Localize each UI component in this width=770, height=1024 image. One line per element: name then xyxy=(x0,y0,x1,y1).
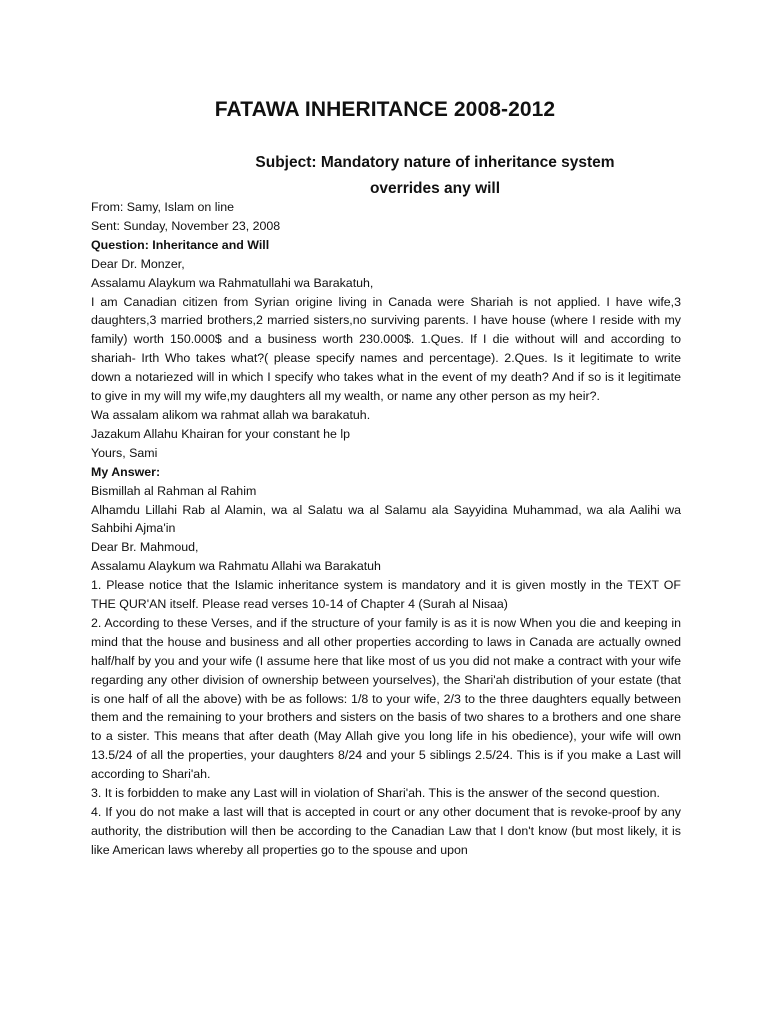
subject-line-2: overrides any will xyxy=(369,180,501,197)
question-signature: Yours, Sami xyxy=(91,445,158,460)
question-closing-1: Wa assalam alikom wa rahmat allah wa barakatuh. xyxy=(91,407,371,422)
sent-line: Sent: Sunday, November 23, 2008 xyxy=(91,218,281,233)
answer-point-3: 3. It is forbidden to make any Last will in violation of Shari'ah. This is the answer of the second question. xyxy=(91,786,660,801)
from-line: From: Samy, Islam on line xyxy=(91,200,234,214)
question-heading: Question: Inheritance and Will xyxy=(91,237,270,252)
question-closing-2: Jazakum Allahu Khairan for your constant he lp xyxy=(91,426,350,441)
subject-heading xyxy=(215,150,655,202)
answer-greeting: Assalamu Alaykum wa Rahmatu Allahi wa Barakatuh xyxy=(91,559,381,574)
answer-praise: Alhamdu Lillahi Rab al Alamin, wa al Salatu wa al Salamu ala Sayyidina Muhammad, wa ala Aalihi wa Sahbihi Ajma'in xyxy=(91,502,681,536)
question-salutation: Dear Dr. Monzer, xyxy=(91,256,185,271)
document-body xyxy=(91,198,681,860)
document-title: FATAWA INHERITANCE 2008-2012 xyxy=(214,98,556,121)
answer-bismillah: Bismillah al Rahman al Rahim xyxy=(91,483,257,498)
subject-line-1: Subject: Mandatory nature of inheritance system xyxy=(255,154,615,171)
answer-point-2: 2. According to these Verses, and if the structure of your family is as it is now When you die and keeping in mind that the house and business and all other properties according to laws in Canada are actually owned half/half by you and your wife (I assume here that like most of us you did not make a contract with your wife regarding any other division of ownership between yourselves), the Shari'ah distribution of your estate (that is one half of all the above) with be as follows: 1/8 to your wife, 2/3 to the three daughters equally between them and the remaining to your brothers and sisters on the basis of two shares to a brothers and one share to a sister. This means that after death (May Allah give you long life in his obedience), your wife will own 13.5/24 of all the properties, your daughters 8/24 and your 5 siblings 2.5/24. This is if you make a Last will according to Shari'ah. xyxy=(91,615,681,782)
answer-heading: My Answer: xyxy=(91,464,161,479)
answer-salutation: Dear Br. Mahmoud, xyxy=(91,540,199,555)
question-greeting: Assalamu Alaykum wa Rahmatullahi wa Barakatuh, xyxy=(91,275,374,290)
question-body: I am Canadian citizen from Syrian origine living in Canada were Shariah is not applied. I have wife,3 daughters,3 married brothers,2 married sisters,no surviving parents. I have house (where I reside with my family) worth 150.000$ and a business worth 230.000$. 1.Ques. If I die without will and according to shariah- Irth Who takes what?( please specify names and percentage). 2.Ques. Is it legitimate to write down a notariezed will in which I specify who takes what in the event of my death? And if so is it legitimate to give in my will my wife,my daughters all my wealth, or name any other person as my heir?. xyxy=(91,294,681,404)
answer-point-4: 4. If you do not make a last will that is accepted in court or any other document that is revoke-proof by any authority, the distribution will then be according to the Canadian Law that I don't know (but most likely, it is like American laws whereby all properties go to the spouse and upon xyxy=(91,805,681,857)
answer-point-1: 1. Please notice that the Islamic inheritance system is mandatory and it is given mostly in the TEXT OF THE QUR'AN itself. Please read verses 10-14 of Chapter 4 (Surah al Nisaa) xyxy=(91,578,681,612)
